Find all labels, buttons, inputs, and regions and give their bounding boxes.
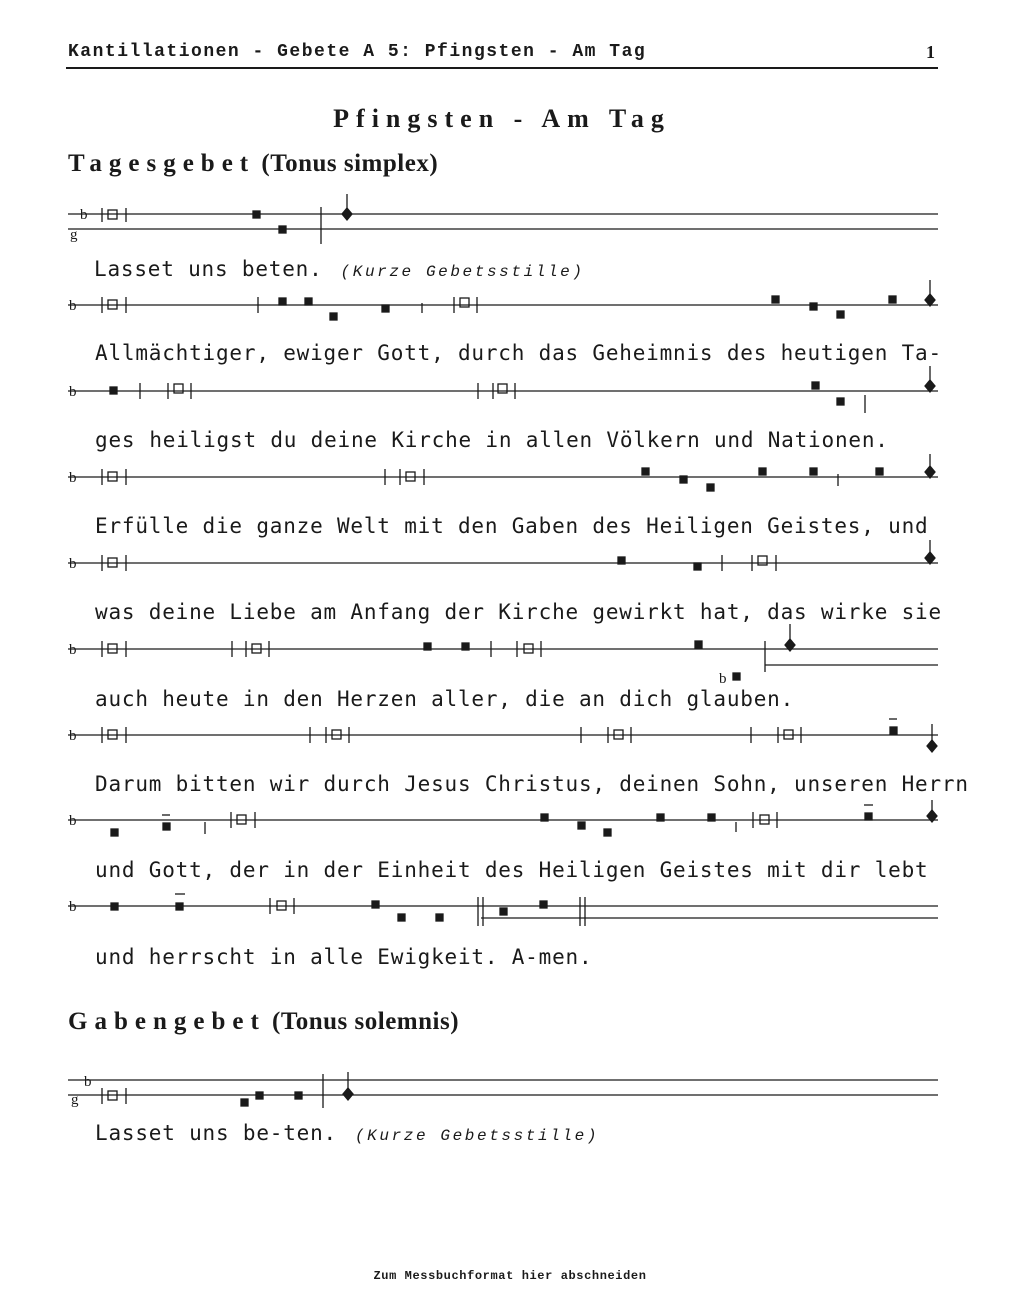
- lyric-text-b: heiligst du deine Kirche in allen Völkern und Nationen.: [149, 428, 889, 452]
- cut-instruction: Zum Messbuchformat hier abschneiden: [373, 1269, 647, 1283]
- staff-3: [68, 366, 938, 413]
- lyric-line-5: was deine Liebe am Anfang der Kirche gewirkt hat, das wirke sie: [95, 600, 942, 624]
- clef-sign: g: [71, 1092, 79, 1108]
- staff-6: [68, 624, 938, 687]
- staff-9: [68, 894, 938, 926]
- flat-sign: b: [69, 642, 77, 658]
- staff-5: [68, 540, 938, 572]
- staff-4: [68, 454, 938, 491]
- section-heading-name: Gabengebet: [68, 1008, 266, 1035]
- flat-sign: b: [80, 207, 88, 223]
- flat-sign: b: [69, 470, 77, 486]
- lyric-text-a: ges: [95, 428, 136, 452]
- silence-instruction: (Kurze Gebetsstille): [340, 263, 585, 281]
- staff-8: [68, 800, 938, 836]
- lyric-line-2: Allmächtiger, ewiger Gott, durch das Geheimnis des heutigen Ta-: [95, 341, 942, 365]
- lyric-line-7: Darum bitten wir durch Jesus Christus, deinen Sohn, unseren Herrn: [95, 772, 969, 796]
- flat-sign: b: [719, 671, 727, 687]
- clef-sign: g: [70, 227, 78, 243]
- staff-10: [68, 1072, 938, 1108]
- flat-sign: b: [69, 728, 77, 744]
- staff-7: [68, 719, 938, 752]
- lyric-line-6: auch heute in den Herzen aller, die an dich glauben.: [95, 687, 795, 711]
- flat-sign: b: [69, 556, 77, 572]
- lyric-text: Lasset uns be-ten.: [95, 1121, 337, 1145]
- lyric-line-8: und Gott, der in der Einheit des Heiligen Geistes mit dir lebt: [95, 858, 929, 882]
- page-title: Pfingsten - Am Tag: [333, 104, 671, 133]
- flat-sign: b: [84, 1074, 92, 1090]
- page-number: 1: [926, 42, 935, 62]
- flat-sign: b: [69, 384, 77, 400]
- section-heading-tone: (Tonus simplex): [261, 150, 439, 177]
- section-heading-name: Tagesgebet: [68, 150, 256, 177]
- flat-sign: b: [69, 298, 77, 314]
- silence-instruction: (Kurze Gebetsstille): [354, 1127, 600, 1145]
- staff-1: [68, 194, 938, 244]
- lyric-line-4: Erfülle die ganze Welt mit den Gaben des Heiligen Geistes, und: [95, 514, 929, 538]
- running-header: Kantillationen - Gebete A 5: Pfingsten - Am Tag: [68, 42, 647, 62]
- flat-sign: b: [69, 899, 77, 915]
- lyric-text: Lasset uns beten.: [94, 257, 323, 281]
- staff-2: [68, 280, 938, 320]
- flat-sign: b: [69, 813, 77, 829]
- section-heading-tone: (Tonus solemnis): [272, 1008, 460, 1035]
- lyric-line-9: und herrscht in alle Ewigkeit. A-men.: [95, 945, 593, 969]
